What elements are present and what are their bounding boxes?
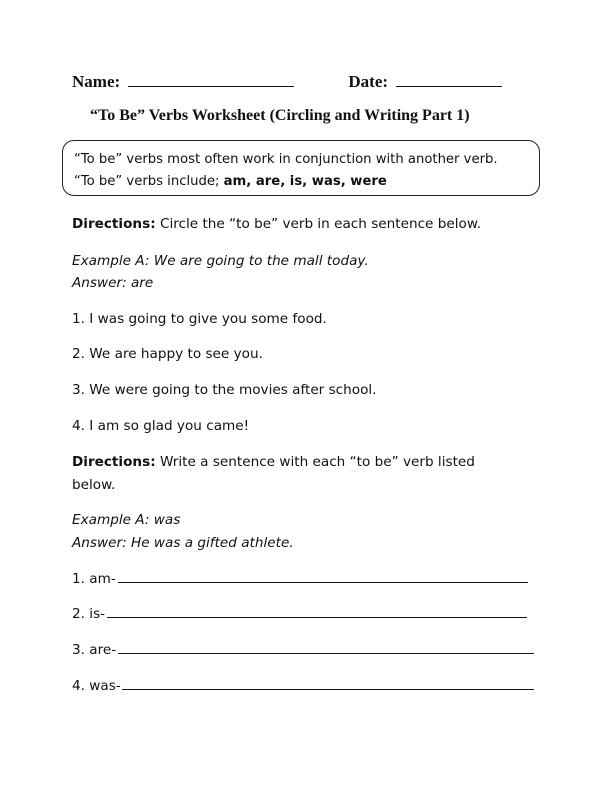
definition-prefix: “To be” verbs include; bbox=[74, 174, 224, 189]
verb-list: am, are, is, was, were bbox=[223, 174, 387, 189]
prompt-label: 4. was- bbox=[72, 678, 121, 694]
directions-label: Directions: bbox=[72, 454, 156, 470]
write-prompt bbox=[72, 678, 534, 694]
write-prompt bbox=[72, 571, 528, 587]
definition-line-2 bbox=[74, 171, 539, 193]
name-field-line[interactable] bbox=[128, 85, 294, 87]
answer-line[interactable] bbox=[122, 688, 534, 690]
answer-line[interactable] bbox=[107, 616, 527, 618]
date-field-line[interactable] bbox=[396, 85, 502, 87]
directions-write bbox=[72, 451, 512, 497]
directions-label: Directions: bbox=[72, 216, 156, 232]
directions-text: Circle the “to be” verb in each sentence below. bbox=[155, 216, 482, 232]
sentence-item[interactable]: 1. I was going to give you some food. bbox=[72, 311, 327, 327]
date-label: Date: bbox=[348, 72, 389, 91]
directions-circle bbox=[72, 216, 481, 232]
definition-box bbox=[62, 140, 540, 196]
answer-line[interactable] bbox=[118, 581, 528, 583]
answer-line[interactable] bbox=[118, 652, 534, 654]
header-row bbox=[72, 72, 502, 92]
prompt-label: 3. are- bbox=[72, 642, 117, 658]
directions-text: Write a sentence with each “to be” verb listed below. bbox=[72, 454, 475, 493]
prompt-label: 1. am- bbox=[72, 571, 116, 587]
sentence-item[interactable]: 2. We are happy to see you. bbox=[72, 346, 263, 362]
worksheet-title: “To Be” Verbs Worksheet (Circling and Writing Part 1) bbox=[90, 107, 470, 124]
example-sentence: Example A: We are going to the mall today. bbox=[72, 253, 369, 269]
example-verb: Example A: was bbox=[72, 512, 181, 528]
prompt-label: 2. is- bbox=[72, 606, 106, 622]
sentence-item[interactable]: 3. We were going to the movies after school. bbox=[72, 382, 377, 398]
definition-line-1: “To be” verbs most often work in conjunction with another verb. bbox=[74, 152, 498, 167]
example-answer: Answer: are bbox=[72, 275, 154, 291]
example-answer: Answer: He was a gifted athlete. bbox=[72, 535, 294, 551]
write-prompt bbox=[72, 642, 534, 658]
name-label: Name: bbox=[72, 72, 121, 91]
sentence-item[interactable]: 4. I am so glad you came! bbox=[72, 418, 250, 434]
write-prompt bbox=[72, 606, 527, 622]
